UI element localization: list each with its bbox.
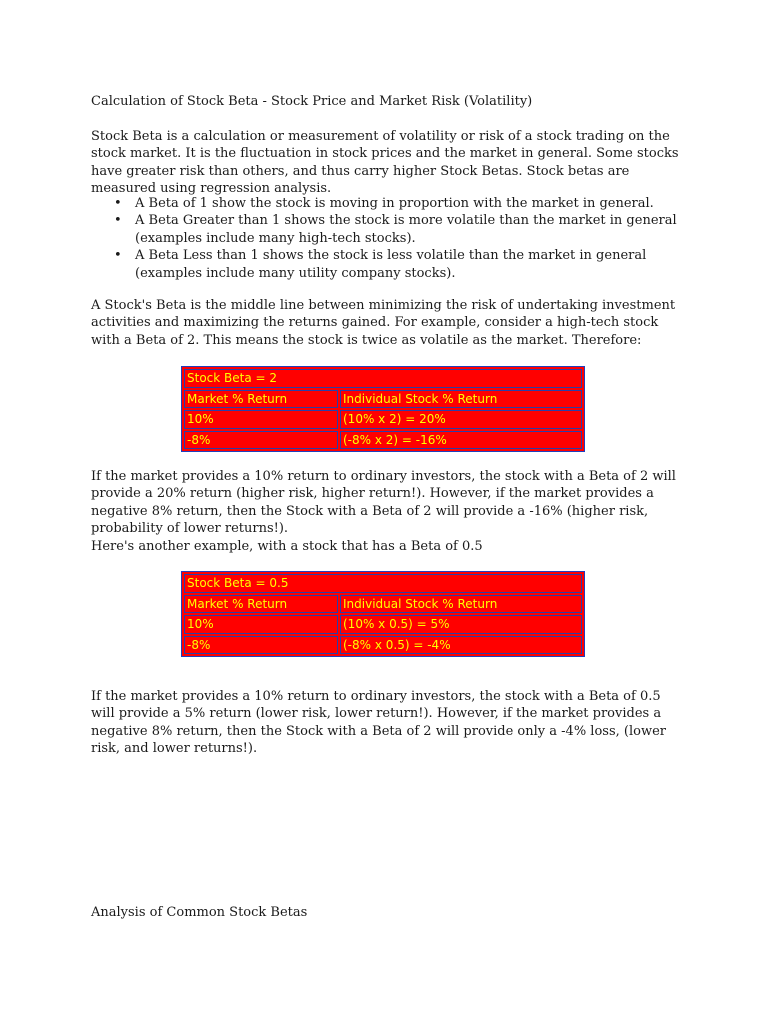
column-header-market: Market % Return [184, 390, 338, 409]
table-title-row [184, 574, 582, 593]
bullet-icon: • [114, 248, 122, 264]
market-return-cell: -8% [184, 636, 338, 655]
table2-explanation: If the market provides a 10% return to ordinary investors, the stock with a Beta of 0.5 will provide a 5% return (lower risk, lower return!). However, if the market provides a negative 8% return, then the Stock with a Beta of 2 will provide only a -4% loss, (lower risk, and lower returns!). [91, 689, 666, 757]
table-row [184, 615, 582, 634]
column-header-stock: Individual Stock % Return [340, 595, 582, 614]
bullet-text: A Beta Less than 1 shows the stock is less volatile than the market in general (examples include many utility company stocks). [135, 248, 647, 281]
market-return-cell: 10% [184, 410, 338, 429]
section-heading: Analysis of Common Stock Betas [91, 905, 308, 920]
stock-return-cell: (-8% x 0.5) = -4% [340, 636, 582, 655]
table-title-row [184, 369, 582, 388]
table-row [184, 410, 582, 429]
bullet-text: A Beta of 1 show the stock is moving in proportion with the market in general. [135, 196, 654, 211]
bullet-item [91, 195, 679, 212]
table-title: Stock Beta = 0.5 [184, 574, 582, 593]
bullet-icon: • [114, 213, 122, 229]
table-row [184, 636, 582, 655]
table1-explanation: If the market provides a 10% return to ordinary investors, the stock with a Beta of 2 will provide a 20% return (higher risk, higher return!). However, if the market provides a negative 8% return, then the Stock with a Beta of 2 will provide a -16% (higher risk, probability of lower returns!). [91, 469, 676, 537]
bullet-item [91, 212, 679, 247]
table-header-row [184, 595, 582, 614]
bullet-icon: • [114, 196, 122, 211]
intro-paragraph: Stock Beta is a calculation or measurement of volatility or risk of a stock trading on the stock market. It is the fluctuation in stock prices and the market in general. Some stocks have greater risk than others, and thus carry higher Stock Betas. Stock betas are measured using regression analysis. [91, 129, 679, 197]
table-row [184, 431, 582, 450]
beta-bullet-list [91, 195, 679, 282]
column-header-stock: Individual Stock % Return [340, 390, 582, 409]
stock-return-cell: (10% x 0.5) = 5% [340, 615, 582, 634]
beta-0-5-table [181, 571, 585, 657]
stock-return-cell: (-8% x 2) = -16% [340, 431, 582, 450]
table-title: Stock Beta = 2 [184, 369, 582, 388]
market-return-cell: 10% [184, 615, 338, 634]
bullet-text: A Beta Greater than 1 shows the stock is more volatile than the market in general (examples include many high-tech stocks). [135, 213, 677, 246]
stock-return-cell: (10% x 2) = 20% [340, 410, 582, 429]
middle-line-paragraph: A Stock's Beta is the middle line between minimizing the risk of undertaking investment activities and maximizing the returns gained. For example, consider a high-tech stock with a Beta of 2. This means the stock is twice as volatile as the market. Therefore: [91, 298, 676, 348]
market-return-cell: -8% [184, 431, 338, 450]
beta-2-table [181, 366, 585, 452]
column-header-market: Market % Return [184, 595, 338, 614]
another-example-line: Here's another example, with a stock that has a Beta of 0.5 [91, 539, 483, 554]
bullet-item [91, 247, 679, 282]
table-header-row [184, 390, 582, 409]
document-heading: Calculation of Stock Beta - Stock Price and Market Risk (Volatility) [91, 94, 533, 109]
